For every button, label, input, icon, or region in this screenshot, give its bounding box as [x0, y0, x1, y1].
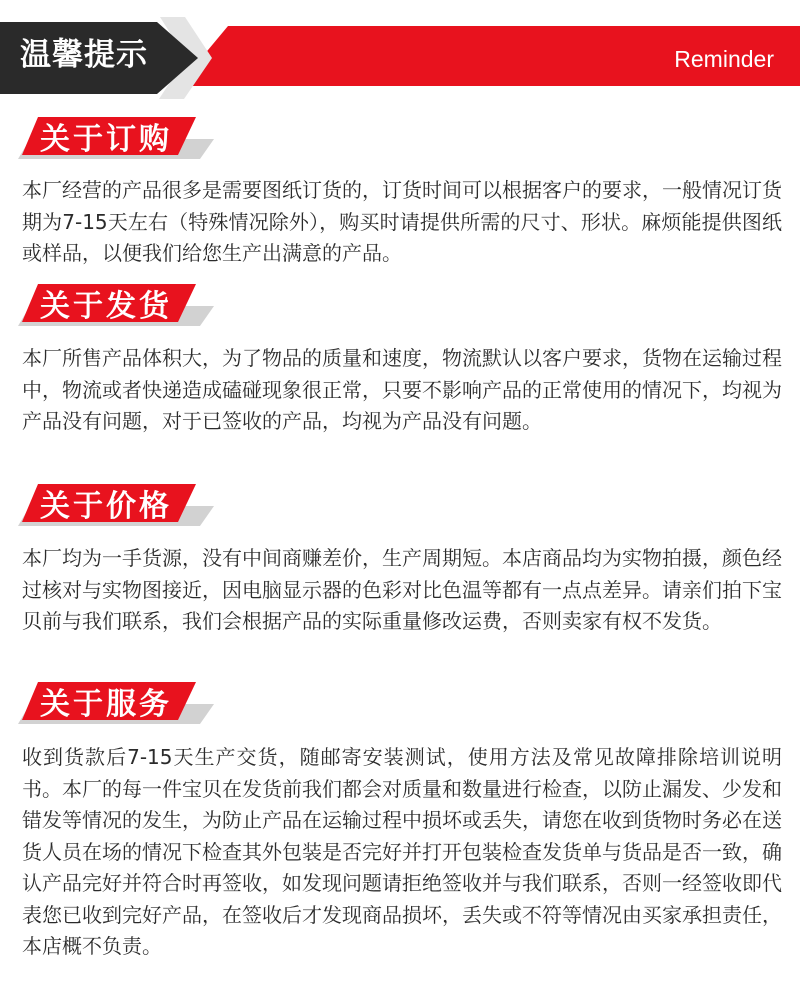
section-body-pricing: 本厂均为一手货源，没有中间商赚差价，生产周期短。本店商品均为实物拍摄，颜色经过核对与实物图接近，因电脑显示器的色彩对比色温等都有一点点差异。请亲们拍下宝贝前与我们联系，我们会根据产品的实际重量修改运费，否则卖家有权不发货。: [22, 546, 782, 633]
section-heading-shipping: [0, 282, 230, 332]
section-body-service: 收到货款后7-15天生产交货，随邮寄安装测试，使用方法及常见故障排除培训说明书。本厂的每一件宝贝在发货前我们都会对质量和数量进行检查，以防止漏发、少发和错发等情况的发生，为防止产品在运输过程中损坏或丢失，请您在收到货物时务必在送货人员在场的情况下检查其外包装是否完好并打开包装检查发货单与货品是否一致，确认产品完好并符合时再签收，如发现问题请拒绝签收并与我们联系，否则一经签收即代表您已收到完好产品，在签收后才发现商品损坏，丢失或不符等情况由买家承担责任，本店概不负责。: [22, 745, 782, 958]
section-title: 关于价格: [40, 489, 172, 524]
section-title: 关于服务: [40, 687, 172, 722]
section-body-ordering: 本厂经营的产品很多是需要图纸订货的，订货时间可以根据客户的要求，一般情况订货期为7-15天左右（特殊情况除外），购买时请提供所需的尺寸、形状。麻烦能提供图纸或样品，以便我们给您生产出满意的产品。: [22, 178, 782, 265]
header-title: 温馨提示: [20, 37, 148, 73]
section-heading-ordering: [0, 115, 230, 165]
section-heading-service: [0, 680, 230, 730]
header-subtitle: Reminder: [674, 46, 774, 72]
section-title: 关于发货: [40, 289, 172, 324]
section-title: 关于订购: [40, 122, 172, 157]
page-header: [0, 0, 800, 104]
section-heading-pricing: [0, 482, 230, 532]
section-body-shipping: 本厂所售产品体积大，为了物品的质量和速度，物流默认以客户要求，货物在运输过程中，物流或者快递造成磕碰现象很正常，只要不影响产品的正常使用的情况下，均视为产品没有问题，对于已签收的产品，均视为产品没有问题。: [22, 346, 782, 433]
